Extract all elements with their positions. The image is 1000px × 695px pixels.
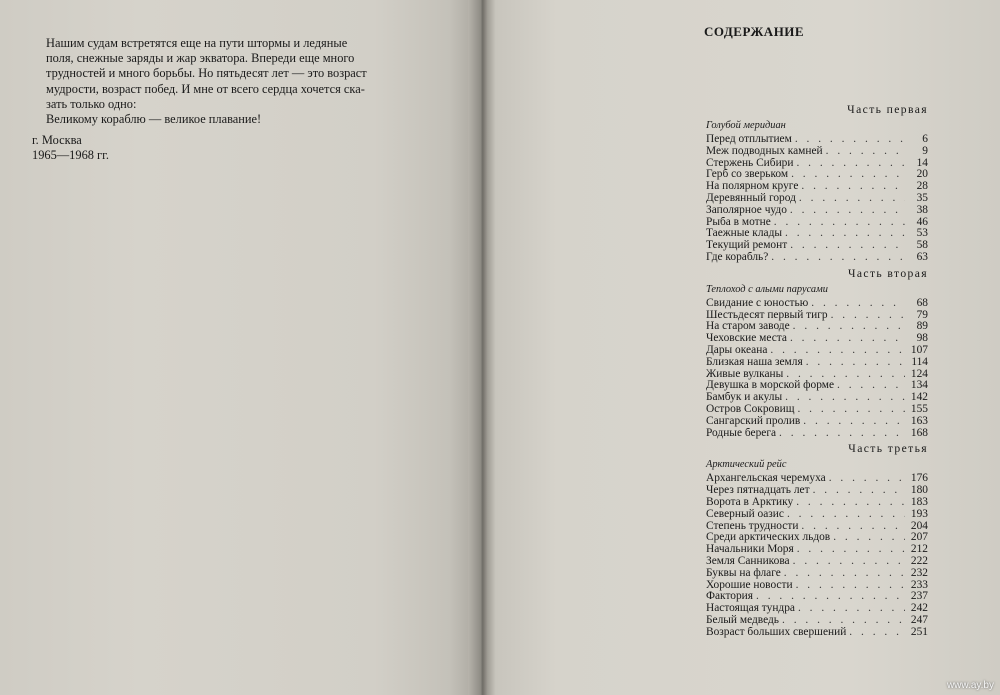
toc-entry	[706, 228, 928, 240]
toc-entry	[706, 217, 928, 229]
leader-dots	[790, 333, 905, 345]
toc-entry-title: Стержень Сибири	[706, 157, 794, 169]
toc-entry-page: 9	[922, 145, 928, 157]
leader-dots	[774, 217, 905, 229]
toc-entry	[706, 532, 928, 544]
toc-entry-page: 242	[910, 603, 928, 615]
toc-entry	[706, 134, 928, 146]
toc-entry-page: 6	[922, 134, 928, 145]
toc-entry-page: 207	[910, 532, 928, 544]
toc-entry-page: 38	[916, 204, 928, 216]
leader-dots	[770, 345, 905, 357]
toc-entry-title: Степень трудности	[706, 520, 799, 532]
toc-entry-page: 20	[916, 169, 928, 181]
toc-entry-page: 232	[910, 567, 928, 579]
toc-entry-page: 251	[910, 626, 928, 638]
toc-entry-page: 222	[910, 555, 928, 567]
toc-entry-title: Возраст больших свершений	[706, 626, 847, 638]
toc-entry-title: Белый медведь	[706, 614, 779, 626]
leader-dots	[829, 473, 905, 485]
toc-entry-page: 89	[916, 321, 928, 333]
watermark: www.ay.by	[946, 680, 994, 691]
leader-dots	[831, 310, 905, 322]
paragraph-line: поля, снежные заряды и жар экватора. Впереди еще много	[46, 51, 355, 66]
toc-entry	[706, 497, 928, 509]
toc-entry-page: 28	[916, 181, 928, 193]
leader-dots	[813, 485, 905, 497]
toc-entry-title: Хорошие новости	[706, 579, 793, 591]
leader-dots	[833, 532, 905, 544]
toc-entry-title: Чеховские места	[706, 333, 787, 345]
toc-entry-page: 247	[910, 614, 928, 626]
leader-dots	[798, 603, 905, 615]
toc-entry-page: 79	[916, 309, 928, 321]
part-title: Часть первая	[847, 103, 928, 116]
paragraph-line: Нашим судам встретятся еще на пути штормы и ледяные	[46, 36, 348, 50]
toc-entry-title: Начальники Моря	[706, 544, 794, 556]
toc-entry-title: Таежные клады	[706, 228, 783, 240]
toc-entry-page: 193	[910, 508, 928, 520]
leader-dots	[801, 181, 905, 193]
leader-dots	[790, 205, 905, 217]
toc-entry-title: Северный оазис	[706, 508, 784, 520]
years-line: 1965—1968 гг.	[32, 148, 109, 163]
leader-dots	[786, 369, 905, 381]
toc-entry-title: Сангарский пролив	[706, 415, 801, 427]
toc-entry-title: Дары океана	[706, 344, 768, 356]
leader-dots	[793, 321, 905, 333]
leader-dots	[826, 146, 905, 158]
toc-entry-page: 180	[910, 485, 928, 497]
leader-dots	[791, 169, 905, 181]
toc-entry-page: 212	[910, 544, 928, 556]
section-title: Арктический рейс	[706, 459, 787, 471]
toc-entry	[706, 627, 928, 639]
leader-dots	[797, 404, 905, 416]
motto-line: Великому кораблю — великое плавание!	[46, 112, 262, 127]
toc-entry-page: 233	[910, 579, 928, 591]
leader-dots	[790, 240, 905, 252]
leader-dots	[796, 580, 905, 592]
toc-entry-title: Родные берега	[706, 427, 777, 439]
toc-entry-title: Герб со зверьком	[706, 169, 789, 181]
toc-entry	[706, 615, 928, 627]
toc-entry-title: Ворота в Арктику	[706, 496, 794, 508]
toc-entry-title: Деревянный город	[706, 192, 796, 204]
leader-dots	[771, 252, 905, 264]
toc-entry-title: Девушка в морской форме	[706, 380, 835, 392]
leader-dots	[849, 627, 905, 639]
toc-entry-title: Свидание с юностью	[706, 297, 809, 309]
toc-entry	[706, 509, 928, 521]
leader-dots	[785, 392, 905, 404]
leader-dots	[785, 228, 905, 240]
toc-entry-page: 107	[910, 344, 928, 356]
toc-entry-title: Где корабль?	[706, 251, 769, 263]
leader-dots	[803, 416, 905, 428]
toc-entry-title: Шестьдесят первый тигр	[706, 309, 828, 321]
toc-entry-title: Живые вулканы	[706, 368, 784, 380]
toc-entry-title: Меж подводных камней	[706, 145, 823, 157]
toc-entry	[706, 392, 928, 404]
toc-entry-page: 63	[916, 251, 928, 263]
toc-entry	[706, 169, 928, 181]
toc-entry-title: Настоящая тундра	[706, 603, 795, 615]
closing-paragraph	[32, 36, 432, 112]
toc-entry	[706, 473, 928, 485]
toc-entry-page: 58	[916, 240, 928, 252]
leader-dots	[799, 193, 905, 205]
toc-entry-title: Рыба в мотне	[706, 216, 771, 228]
leader-dots	[756, 591, 905, 603]
toc-entry-title: Архангельская черемуха	[706, 473, 826, 485]
toc-entry-title: Среди арктических льдов	[706, 532, 831, 544]
toc-entry	[706, 369, 928, 381]
toc-entry-title: Фактория	[706, 591, 753, 603]
leader-dots	[837, 380, 905, 392]
toc-entry	[706, 416, 928, 428]
toc-entry	[706, 298, 928, 310]
toc-entry	[706, 158, 928, 170]
toc-entry	[706, 146, 928, 158]
toc-entry-title: На старом заводе	[706, 321, 790, 333]
toc-entry	[706, 240, 928, 252]
toc-entry	[706, 556, 928, 568]
place-line: г. Москва	[32, 133, 82, 148]
table-of-contents	[706, 100, 928, 638]
toc-entry-title: Бамбук и акулы	[706, 392, 783, 404]
toc-entry-page: 142	[910, 392, 928, 404]
toc-entry-page: 237	[910, 591, 928, 603]
toc-entry-title: Остров Сокровищ	[706, 403, 795, 415]
leader-dots	[784, 568, 905, 580]
toc-entry-title: Перед отплытием	[706, 134, 792, 145]
toc-entry	[706, 181, 928, 193]
toc-entry	[706, 485, 928, 497]
toc-entry-page: 46	[916, 216, 928, 228]
toc-entry	[706, 205, 928, 217]
toc-entry-page: 155	[910, 403, 928, 415]
toc-entry-page: 124	[910, 368, 928, 380]
toc-entry-page: 163	[910, 415, 928, 427]
toc-entry-page: 68	[916, 297, 928, 309]
paragraph-line: трудностей и много борьбы. Но пятьдесят лет — это возраст	[46, 66, 367, 81]
leader-dots	[782, 615, 905, 627]
toc-entry-title: Заполярное чудо	[706, 204, 787, 216]
paragraph-line: зать только одно:	[46, 96, 137, 111]
paragraph-line: мудрости, возраст побед. И мне от всего сердца хочется ска-	[46, 81, 365, 96]
leader-dots	[779, 428, 905, 440]
leader-dots	[796, 497, 905, 509]
toc-entry	[706, 333, 928, 345]
leader-dots	[797, 544, 905, 556]
leader-dots	[806, 357, 905, 369]
toc-entry	[706, 544, 928, 556]
toc-entry	[706, 591, 928, 603]
book-gutter	[468, 0, 496, 695]
leader-dots	[787, 509, 905, 521]
toc-entry	[706, 603, 928, 615]
toc-entry-page: 35	[916, 192, 928, 204]
toc-entry	[706, 568, 928, 580]
toc-entry-title: Близкая наша земля	[706, 356, 803, 368]
toc-entry-page: 134	[910, 380, 928, 392]
toc-entry	[706, 380, 928, 392]
toc-entry-title: На полярном круге	[706, 181, 799, 193]
toc-entry	[706, 310, 928, 322]
toc-entry	[706, 321, 928, 333]
section-title: Теплоход с алыми парусами	[706, 283, 828, 295]
toc-entry-title: Через пятнадцать лет	[706, 485, 810, 497]
section-title: Голубой меридиан	[706, 120, 786, 131]
toc-entry	[706, 428, 928, 440]
part-title: Часть третья	[848, 442, 928, 456]
toc-entry	[706, 345, 928, 357]
toc-entry	[706, 193, 928, 205]
part-title: Часть вторая	[847, 266, 928, 280]
toc-entry	[706, 404, 928, 416]
closing-text	[32, 36, 432, 164]
toc-entry-title: Буквы на флаге	[706, 567, 781, 579]
toc-entry-page: 183	[910, 496, 928, 508]
toc-entry-page: 168	[910, 427, 928, 439]
toc-entry	[706, 357, 928, 369]
toc-entry-page: 176	[910, 473, 928, 485]
toc-entry-title: Текущий ремонт	[706, 240, 788, 252]
toc-entry-page: 14	[916, 157, 928, 169]
leader-dots	[811, 298, 905, 310]
toc-entry	[706, 580, 928, 592]
toc-entry-page: 98	[916, 333, 928, 345]
leader-dots	[795, 134, 905, 146]
leader-dots	[801, 521, 905, 533]
toc-entry	[706, 252, 928, 264]
toc-title: СОДЕРЖАНИЕ	[704, 24, 805, 39]
leader-dots	[796, 158, 905, 170]
toc-entry-page: 204	[910, 520, 928, 532]
left-page	[0, 0, 468, 695]
toc-entry-page: 53	[916, 228, 928, 240]
toc-entry-title: Земля Санникова	[706, 555, 790, 567]
leader-dots	[793, 556, 905, 568]
toc-entry-page: 114	[911, 356, 928, 368]
toc-entry	[706, 521, 928, 533]
